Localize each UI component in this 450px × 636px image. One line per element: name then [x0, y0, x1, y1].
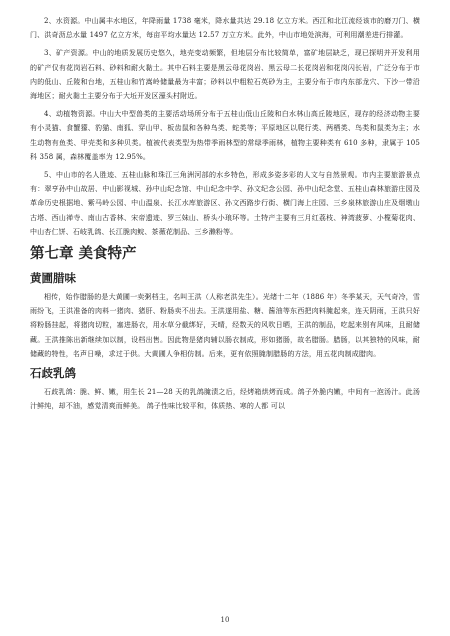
- paragraph-shiqi-pigeon: 石歧乳鸽：脆、鲜、嫩，用生长 21—28 天的乳鸽腌渍之后，经烤箱烘烤而成。鸽子外脆内嫩，中间有一泡汤汁。此汤汁鲜纯，却不油，感觉清爽而鲜美。 鸽子性味比较平和，体质热、寒的人都 可以: [30, 388, 420, 411]
- paragraph-scenic-spots: 5、中山市的名人胜迹、五桂山脉和珠江三角洲河部的水乡特色，形成多姿多彩的人文与自然景观。市内主要旅游景点有：翠亨孙中山故居、中山影视城、孙中山纪念馆、中山纪念中学、孙文纪念公园、孙中山纪念堂、五桂山森林旅游庄园及革命历史根据地、紫马岭公园、中山温泉、长江水库旅游区、孙文西路步行街、横门海上庄园、三乡泉林旅游山庄及烟墩山古塔、西山禅寺、南山古香林、宋帝遗迹、罗三妹山、桥头小琅环等。土特产主要有三月红荔枝、神湾菠萝、小榄菊花肉、中山杏仁饼、石岐乳鸽、长江脆肉鲩、茶薇花制品、三乡濑粉等。: [30, 171, 420, 236]
- paragraph-flora-fauna: 4、动植物资源。中山大中型兽类的主要活动场所分布于五桂山低山丘陵和白水林山高丘陵地区，现存的经济动物主要有小灵猫、食蟹獴、豹猫、南狐、穿山甲、板齿鼠和各种鸟类、蛇类等；平原地区以爬行类、两栖类、鸟类和鼠类为主；水生动物有鱼类、甲壳类和多种贝类。植被代表类型为热带季雨林型的常绿季雨林，植物主要种类有 610 多种，隶属于 105 科 358 属，森林覆盖率为 12.95%。: [30, 110, 420, 161]
- chapter-title: 第七章 美食特产: [30, 246, 137, 263]
- page-number: 10: [220, 616, 230, 624]
- paragraph-mineral-resources: 3、矿产资源。中山的地质发展历史悠久，地壳变动频繁，但地层分布比较简单，富矿地层缺乏，现已探明并开发利用的矿产仅有花岗岩石料、砂料和耐火黏土。其中石料主要是黑云母花岗岩、黑云母二长花岗岩和花岗闪长岩，广泛分布于市内的低山、丘陵和台地，五桂山和竹嵩岭储量最为丰富；砂料以中粗粒石英砂为主，主要分布于市内东部龙穴、下沙一带沿海地区；耐火黏土主要分布于大坵开发区濠头村附近。: [30, 49, 420, 101]
- section-title-shiqi-pigeon: 石歧乳鸽: [30, 366, 76, 381]
- paragraph-water-resources: 2、水资源。中山属丰水地区，年降雨量 1738 毫米，降水量共达 29.18 亿立方米。西江和北江流经该市的磨刀门、横门、洪奇沥总水量 1497 亿立方米，每亩平均水量达 12.57 万立方米。此外，中山市地处滨海，可利用潮差进行排灌。: [30, 17, 420, 40]
- section-title-huangpu-cured-meat: 黄圃腊味: [30, 271, 76, 286]
- paragraph-huangpu-cured-meat: 相传，始作腊肠的是大黄圃一卖粥档主，名叫王洪（人称老洪先生）。光绪十二年（1886 年）冬季某天，天气奇冷，雪雨纷飞，王洪准备的肉料一猪肉、猪肝、粉肠卖不出去。王洪遂用盐、糖、酱油等东西把肉料腌起来，连天阴雨，王洪只好将粉肠挂起，将猪肉切粒，塞进肠衣，用水草分截绑好，天晴，经数天的风吹日晒，王洪的制品，吃起来别有风味，且耐储藏。王洪推陈出新继续加以制，设档出售。因此物是猪肉辅以肠衣制成，形如猪肠，故名腊肠。腊肠，以其独特的风味，耐储藏的特性，名声日噪，求过于供。大黄圃人争相仿制。后来，更有依照腌制腊肠的方法，用五花肉制成腊肉。: [30, 293, 420, 358]
